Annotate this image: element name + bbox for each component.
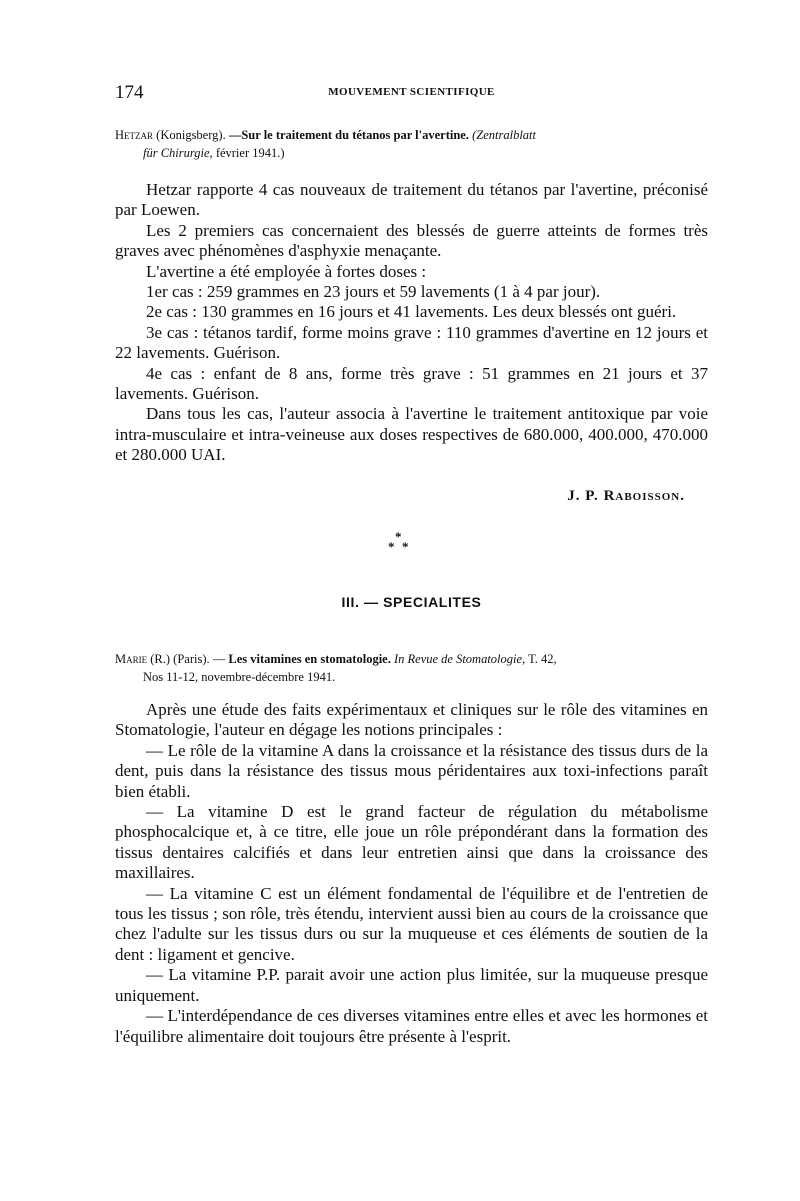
page-header <box>115 82 708 106</box>
article2-paragraph: — La vitamine P.P. parait avoir une action plus limitée, sur la muqueuse presque uniquement. <box>115 965 708 1005</box>
article1-case: 4e cas : enfant de 8 ans, forme très grave : 51 grammes en 21 jours et 37 lavements. Guérison. <box>115 363 708 404</box>
signature-name: Raboisson. <box>603 488 685 504</box>
article2-paragraph: — Le rôle de la vitamine A dans la croissance et la résistance des tissus durs de la dent, puis dans la résistance des tissus mous péridentaires aux toxi-infections paraît bien établi. <box>115 740 708 801</box>
article1-case: 2e cas : 130 grammes en 16 jours et 41 lavements. Les deux blessés ont guéri. <box>146 302 677 322</box>
article2-volume: T. 42, <box>528 652 557 666</box>
asterism <box>386 530 416 556</box>
asterism-star: * <box>388 539 395 554</box>
article2-numbers: Nos 11-12, novembre-décembre 1941. <box>143 670 336 684</box>
article2-place: (Paris). — <box>173 652 226 666</box>
article1-paragraph: L'avertine a été employée à fortes doses : <box>146 261 427 281</box>
asterism-star: * <box>395 529 402 544</box>
page-number: 174 <box>115 82 144 103</box>
article1-reference <box>115 126 710 162</box>
article2-paragraph: Après une étude des faits expérimentaux et cliniques sur le rôle des vitamines en Stomatologie, l'auteur en dégage les notions principales : <box>115 700 708 740</box>
article2-paragraph: — L'interdépendance de ces diverses vitamines entre elles et avec les hormones et l'équilibre alimentaire doit toujours être présente à l'esprit. <box>115 1006 708 1046</box>
article1-paragraph: Hetzar rapporte 4 cas nouveaux de traitement du tétanos par l'avertine, préconisé par Loewen. <box>115 180 708 220</box>
signature-initials: J. P. <box>567 488 599 504</box>
asterism-star: * <box>402 539 409 554</box>
article2-body <box>115 700 708 1047</box>
article1-case: 1er cas : 259 grammes en 23 jours et 59 lavements (1 à 4 par jour). <box>146 282 601 302</box>
article2-reference <box>115 650 710 686</box>
article1-title: —Sur le traitement du tétanos par l'avertine. <box>228 128 469 142</box>
article1-paragraph: Dans tous les cas, l'auteur associa à l'avertine le traitement antitoxique par voie intra-musculaire et intra-veineuse aux doses respectives de 680.000, 400.000, 470.000 et 280.000 UAI. <box>115 404 708 465</box>
article2-source: In Revue de Stomatologie, <box>393 652 526 666</box>
article2-paragraph: — La vitamine C est un élément fondamental de l'équilibre et de l'entretien de tous les tissus ; son rôle, très étendu, intervient aussi bien au cours de la croissance que chez l'adulte sur les tissus durs ou sur la muqueuse et ces éléments de soutien de la dent : ligament et gencive. <box>115 883 708 964</box>
article1-source-date: février 1941.) <box>215 146 285 160</box>
article1-author: Hetzar <box>115 128 154 142</box>
section-heading: III. — SPECIALITES <box>341 594 482 610</box>
article1-place: (Konigsberg). <box>156 128 226 142</box>
article1-source-journal: (Zentralblatt <box>472 128 537 142</box>
article2-title: Les vitamines en stomatologie. <box>228 652 391 666</box>
article1-paragraph: Les 2 premiers cas concernaient des blessés de guerre atteints de formes très graves avec phénomènes d'asphyxie menaçante. <box>115 220 708 261</box>
article1-case: 3e cas : tétanos tardif, forme moins grave : 110 grammes d'avertine en 12 jours et 22 lavements. Guérison. <box>115 322 708 363</box>
article2-paragraph: — La vitamine D est le grand facteur de régulation du métabolisme phosphocalcique et, à ce titre, elle joue un rôle prépondérant dans la formation des tissus dentaires calcifiés et dans leur entretien ainsi que dans la croissance des maxillaires. <box>115 802 708 883</box>
running-head: MOUVEMENT SCIENTIFIQUE <box>328 86 495 98</box>
article1-source-journal-cont: für Chirurgie, <box>143 146 213 160</box>
article2-author: Marie (R.) <box>115 652 171 666</box>
article1-body <box>115 180 708 466</box>
article1-signature <box>115 488 685 505</box>
